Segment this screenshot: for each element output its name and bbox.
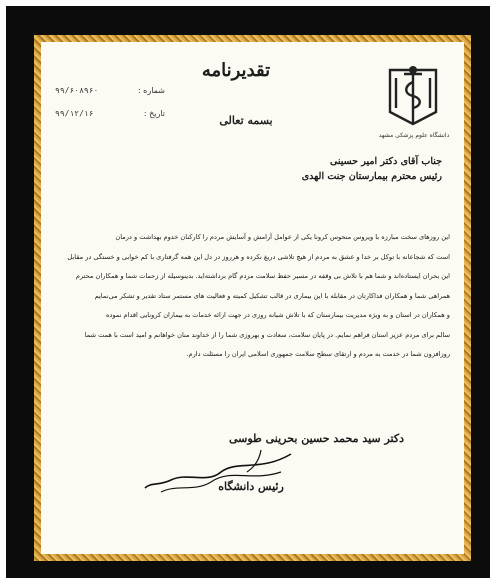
body-line: روزافزون شما در خدمت به مردم و ارتقای سطح سلامت جمهوری اسلامی ایران را مسئلت دارم. [186,350,450,358]
signer-name: دکتر سید محمد حسین بحرینی طوسی [228,432,404,445]
date-value: ۹۹/۱۲/۱۶ [55,109,94,118]
certificate-frame [6,6,490,578]
logo-caption: دانشگاه علوم پزشکی مشهد [378,132,450,139]
letter-title: تقدیرنامه [201,60,271,81]
addressee-name: جناب آقای دکتر امیر حسینی [329,156,442,167]
body-line: و همکاران در استان و به ویژه مدیریت بیمارستان که با تلاش شبانه روزی در جهت ارائه خدمات به بیماران کرونایی اقدام نموده [105,311,450,319]
number-value: ۹۹/۶۰۸۹۶۰ [55,86,99,95]
body-line: سالم برای مردم عزیز استان فراهم نمایم. در پایان سلامت، سعادت و بهروزی شما را از خداوند منان خواهانم و امید است با همت شما [84,330,450,339]
letter-date [55,109,165,118]
letter-paper [41,42,464,554]
signer-title: رئیس دانشگاه [218,480,284,493]
body-line: این بحران ایستاده‌اند و شما هم با تلاش بی وقفه در مسیر حفظ سلامت مردم گام برداشته‌اید. بدینوسیله از زحمات شما و همکاران محترم [75,272,450,280]
date-label: تاریخ : [143,109,165,118]
letter-body [59,228,450,365]
basmala: بسمه تعالی [219,114,273,127]
addressee [242,154,442,184]
number-label: شماره : [137,86,165,95]
university-logo-icon [382,60,444,130]
body-line: این روزهای سخت مبارزه با ویروس منحوس کرونا یکی از عوامل آرامش و آسایش مردم را کارکنان خدوم بهداشت و درمان [115,233,450,241]
body-line: همراهی شما و همکاران فداکارتان در مقابله با این بیماری در قالب تشکیل کمیته و فعالیت های مستمر ستاد تقدیر و تشکر می‌نمایم [94,291,450,300]
letter-number [55,86,165,95]
handwritten-signature [141,442,301,502]
addressee-position: رئیس محترم بیمارستان جنت الهدی [301,171,442,182]
body-line: است که شجاعانه با توکل بر خدا و عشق به مردم از هیچ تلاشی دریغ نکرده و هرروز در دل این همه گرفتاری با کم خوابی و خستگی در مقابل [67,252,450,261]
